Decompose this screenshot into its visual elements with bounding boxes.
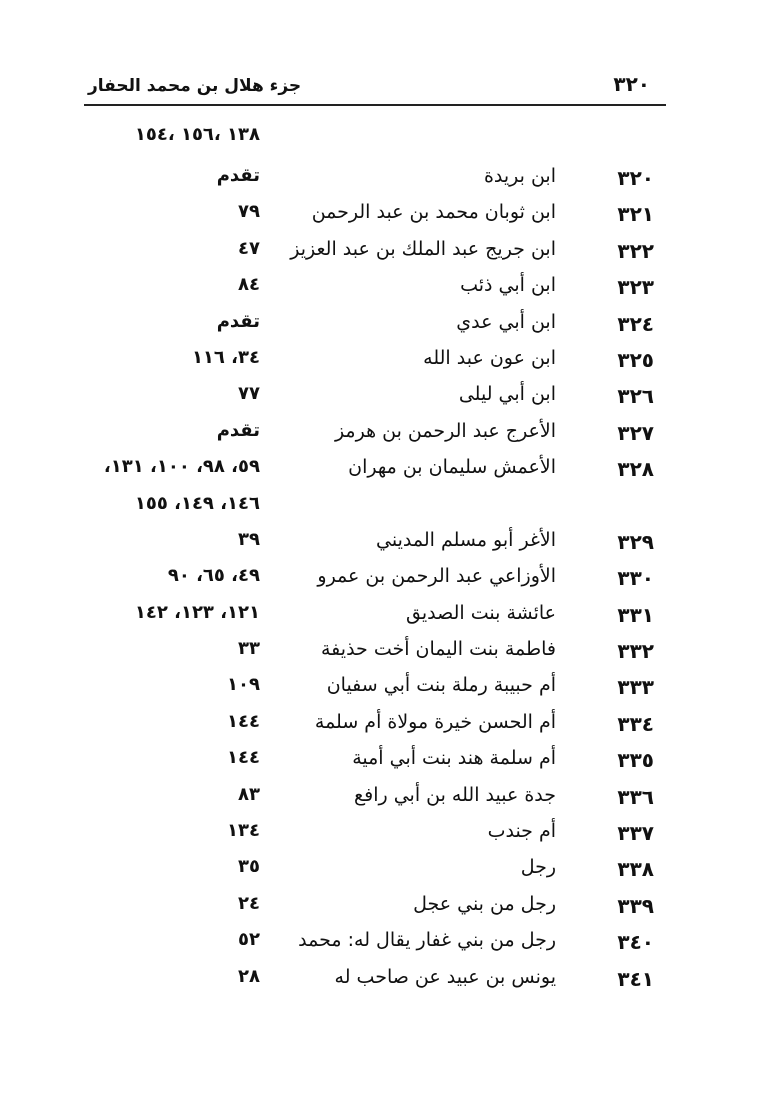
index-entry-341 bbox=[0, 963, 760, 999]
entry-number: ٣٣١ bbox=[617, 602, 654, 627]
entry-pages: ٨٣ bbox=[238, 783, 260, 805]
entry-name: ابن ثوبان محمد بن عبد الرحمن bbox=[311, 201, 556, 224]
entry-number: ٣٣٠ bbox=[617, 566, 654, 591]
entry-pages: ٨٤ bbox=[238, 274, 260, 296]
entry-number: ٣٢٨ bbox=[617, 457, 654, 482]
index-entry-329 bbox=[0, 526, 760, 562]
index-list bbox=[0, 162, 760, 999]
entry-name: أم جندب bbox=[487, 820, 556, 843]
entry-number: ٣٢٢ bbox=[617, 238, 654, 263]
continuation-pages: ١٣٨ ،١٥٦ ،١٥٤ bbox=[134, 124, 260, 145]
entry-pages: ١٤٤ bbox=[227, 710, 260, 732]
index-entry-322 bbox=[0, 235, 760, 271]
entry-name: ابن أبي عدي bbox=[456, 310, 556, 333]
entry-name: جدة عبيد الله بن أبي رافع bbox=[354, 783, 556, 806]
entry-number: ٣٣٤ bbox=[617, 711, 654, 736]
entry-number: ٣٢٣ bbox=[617, 275, 654, 300]
entry-name: أم سلمة هند بنت أبي أمية bbox=[352, 747, 556, 770]
entry-name: عائشة بنت الصديق bbox=[406, 601, 556, 624]
index-entry-324 bbox=[0, 308, 760, 344]
index-entry-321 bbox=[0, 198, 760, 234]
entry-name: الأعمش سليمان بن مهران bbox=[348, 456, 556, 479]
entry-pages: ١٤٤ bbox=[227, 747, 260, 769]
entry-number: ٣٢٩ bbox=[617, 529, 654, 554]
header-rule bbox=[84, 104, 666, 106]
entry-name: رجل bbox=[520, 856, 556, 879]
index-entry-340 bbox=[0, 926, 760, 962]
entry-name: الأعرج عبد الرحمن بن هرمز bbox=[334, 419, 556, 442]
index-entry-335 bbox=[0, 744, 760, 780]
entry-number: ٣٣٦ bbox=[617, 784, 654, 809]
entry-pages: ١٢١، ١٢٣، ١٤٢ bbox=[134, 601, 260, 623]
index-entry-330 bbox=[0, 562, 760, 598]
entry-number: ٣٢٥ bbox=[617, 347, 654, 372]
entry-pages: ٧٧ bbox=[238, 383, 260, 405]
entry-number: ٣٣٣ bbox=[617, 675, 654, 700]
entry-pages: تقدم bbox=[216, 165, 260, 186]
index-entry-332 bbox=[0, 635, 760, 671]
entry-pages: ٥٢ bbox=[238, 929, 260, 951]
entry-pages: ٤٧ bbox=[238, 237, 260, 259]
index-entry-326 bbox=[0, 380, 760, 416]
entry-name: الأوزاعي عبد الرحمن بن عمرو bbox=[317, 565, 556, 588]
entry-number: ٣٣٥ bbox=[617, 748, 654, 773]
index-entry-339 bbox=[0, 890, 760, 926]
entry-pages: ١٠٩ bbox=[227, 674, 260, 696]
entry-name: أم حبيبة رملة بنت أبي سفيان bbox=[326, 674, 556, 697]
entry-name: ابن عون عبد الله bbox=[423, 346, 556, 369]
page-number: ٣٢٠ bbox=[613, 72, 650, 96]
index-entry-328 bbox=[0, 453, 760, 526]
entry-number: ٣٢٠ bbox=[617, 166, 654, 190]
index-entry-331 bbox=[0, 599, 760, 635]
entry-pages: ٤٩، ٦٥، ٩٠ bbox=[167, 565, 260, 587]
running-title: جزء هلال بن محمد الحفار bbox=[88, 76, 302, 96]
entry-number: ٣٤٠ bbox=[617, 930, 654, 955]
entry-number: ٣٢٦ bbox=[617, 384, 654, 409]
entry-number: ٣٤١ bbox=[617, 966, 654, 991]
entry-number: ٣٢٧ bbox=[617, 420, 654, 445]
index-entry-323 bbox=[0, 271, 760, 307]
entry-number: ٣٣٧ bbox=[617, 821, 654, 846]
entry-pages-line-2: ١٤٦، ١٤٩، ١٥٥ bbox=[134, 492, 260, 514]
entry-name: رجل من بني عجل bbox=[413, 892, 556, 915]
entry-pages: ٣٥ bbox=[238, 856, 260, 878]
entry-pages bbox=[40, 449, 260, 522]
index-entry-338 bbox=[0, 853, 760, 889]
entry-pages: ٧٩ bbox=[238, 201, 260, 223]
entry-number: ٣٢١ bbox=[617, 202, 654, 227]
entry-name: أم الحسن خيرة مولاة أم سلمة bbox=[314, 710, 556, 733]
entry-pages: ٣٤، ١١٦ bbox=[191, 346, 260, 368]
index-entry-336 bbox=[0, 781, 760, 817]
index-entry-337 bbox=[0, 817, 760, 853]
index-entry-325 bbox=[0, 344, 760, 380]
entry-name: ابن أبي ليلى bbox=[458, 383, 556, 406]
entry-name: ابن أبي ذئب bbox=[460, 274, 556, 297]
index-entry-327 bbox=[0, 417, 760, 453]
entry-pages: ٢٤ bbox=[238, 892, 260, 914]
entry-number: ٣٣٩ bbox=[617, 893, 654, 918]
entry-pages: ١٣٤ bbox=[227, 820, 260, 842]
entry-number: ٣٣٨ bbox=[617, 857, 654, 882]
entry-pages: تقدم bbox=[216, 310, 260, 332]
entry-pages: تقدم bbox=[216, 419, 260, 441]
entry-pages: ٣٣ bbox=[238, 638, 260, 660]
entry-pages-line-1: ٥٩، ٩٨، ١٠٠، ١٣١، bbox=[103, 456, 260, 478]
entry-pages: ٢٨ bbox=[238, 965, 260, 987]
entry-number: ٣٣٢ bbox=[617, 639, 654, 664]
entry-name: رجل من بني غفار يقال له: محمد bbox=[298, 929, 556, 952]
entry-name: الأغر أبو مسلم المديني bbox=[376, 528, 556, 551]
index-entry-333 bbox=[0, 671, 760, 707]
entry-number: ٣٢٤ bbox=[617, 311, 654, 336]
index-entry-320 bbox=[0, 162, 760, 198]
index-entry-334 bbox=[0, 708, 760, 744]
entry-pages: ٣٩ bbox=[238, 528, 260, 550]
entry-name: ابن جريج عبد الملك بن عبد العزيز bbox=[290, 237, 556, 260]
entry-name: فاطمة بنت اليمان أخت حذيفة bbox=[320, 638, 556, 661]
entry-name: ابن بريدة bbox=[483, 165, 556, 187]
entry-name: يونس بن عبيد عن صاحب له bbox=[334, 965, 556, 988]
